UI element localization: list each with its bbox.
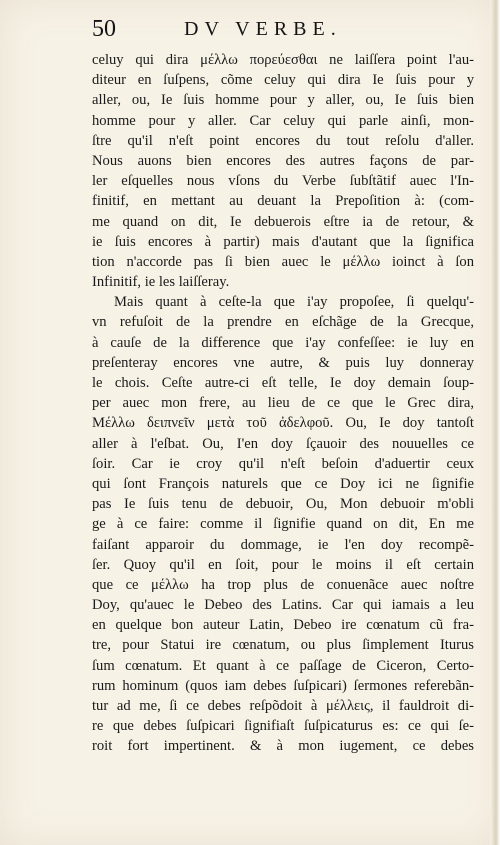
text-line: Doy, qu'auec le Debeo des Latins. Car qui iamais a leu — [92, 597, 474, 614]
text-line: rum hominum (quos iam debes ſuſpicari) ſermones referebãn- — [92, 677, 474, 694]
text-line: ge à ce faire: comme il ſignifie quand on dit, En me — [92, 516, 474, 533]
text-line: vn refuſoit de la prendre en eſchãge de la Grecque, — [92, 314, 474, 331]
text-line: me quand on dit, Ie debuerois eſtre ia de retour, & — [92, 213, 474, 230]
text-line: ſum cœnatum. Et quant à ce paſſage de Ciceron, Certo- — [92, 657, 474, 674]
text-line: pas Ie ſuis tenu de debuoir, Ou, Mon debuoir m'obli — [92, 496, 474, 513]
text-line: ie ſuis encores à partir) mais d'autant que la ſignifica — [92, 233, 474, 250]
page-edge — [490, 0, 500, 845]
running-head: DV VERBE. — [184, 18, 342, 40]
body-text — [92, 50, 474, 757]
text-line: ſer. Quoy qu'il en ſoit, pour le moins il eſt certain — [92, 556, 474, 573]
text-line: preſenteray encores vne autre, & puis luy donneray — [92, 354, 474, 371]
text-line: re que debes ſuſpicari ſignifiaſt ſuſpicaturus es: ce qui ſe- — [92, 718, 474, 735]
text-line: homme pour y aller. Car celuy qui parle ainſi, mon- — [92, 112, 474, 129]
text-line: ſoir. Car ie croy qu'il n'eſt beſoin d'aduertir ceux — [92, 455, 474, 472]
text-line: Infinitif, ie les laiſſeray. — [92, 274, 230, 291]
text-line: diteur en ſuſpens, cõme celuy qui dira Ie ſuis pour y — [92, 72, 474, 89]
text-line: Μέλλω δειπνεῖν μετὰ τοῦ ἀδελφοῦ. Ou, Ie doy tantoſt — [92, 415, 474, 432]
text-line: le chois. Ceſte autre-ci eſt telle, Ie doy demain ſoup- — [92, 375, 474, 391]
text-line: tur ad me, ſi ce debes reſpõdoit à μέλλεις, il fauldroit di- — [92, 698, 474, 714]
text-line: roit fort impertinent. & à mon iugement, ce debes — [92, 738, 474, 755]
text-line: que ce μέλλω ha trop plus de conuenãce auec noſtre — [92, 576, 474, 593]
text-line: per auec mon frere, au lieu de ce que le Grec dira, — [92, 395, 474, 412]
text-line: tion n'accorde pas ſi bien auec le μέλλω ioinct à ſon — [92, 253, 474, 270]
text-line: qui ſont François naturels que ce Doy ici ne ſignifie — [92, 475, 474, 492]
text-line: aller à l'eſbat. Ou, I'en doy ſçauoir des nouuelles ce — [92, 435, 474, 452]
text-line: en quelque bon auteur Latin, Debeo ire cœnatum cũ fra- — [92, 617, 474, 634]
text-line: ſtre qu'il n'eſt point encores du tout reſolu d'aller. — [92, 132, 474, 149]
text-line: celuy qui dira μέλλω πορεύεσθαι ne laiſſera point l'au- — [92, 52, 474, 68]
text-line: ler eſquelles nous vſons du Verbe ſubſtãtif auec l'In- — [92, 173, 474, 190]
text-line: Nous auons bien encores des autres façons de par- — [92, 152, 474, 169]
text-line: aller, ou, Ie ſuis homme pour y aller, ou, Ie ſuis bien — [92, 92, 474, 109]
text-line: tre, pour Statui ire cœnatum, ou plus ſimplement Iturus — [92, 637, 474, 654]
text-line: à cauſe de la difference que i'ay confeſſee: ie luy en — [92, 334, 474, 351]
text-line: Mais quant à ceſte-la que i'ay propoſee, ſi quelqu'- — [114, 294, 474, 311]
page-number: 50 — [92, 16, 116, 42]
page-header — [92, 16, 492, 44]
text-line: finitif, en mettant au deuant la Prepoſition à: (com- — [92, 193, 474, 210]
text-line: faiſant apparoir du dommage, ie l'en doy recompẽ- — [92, 536, 474, 553]
